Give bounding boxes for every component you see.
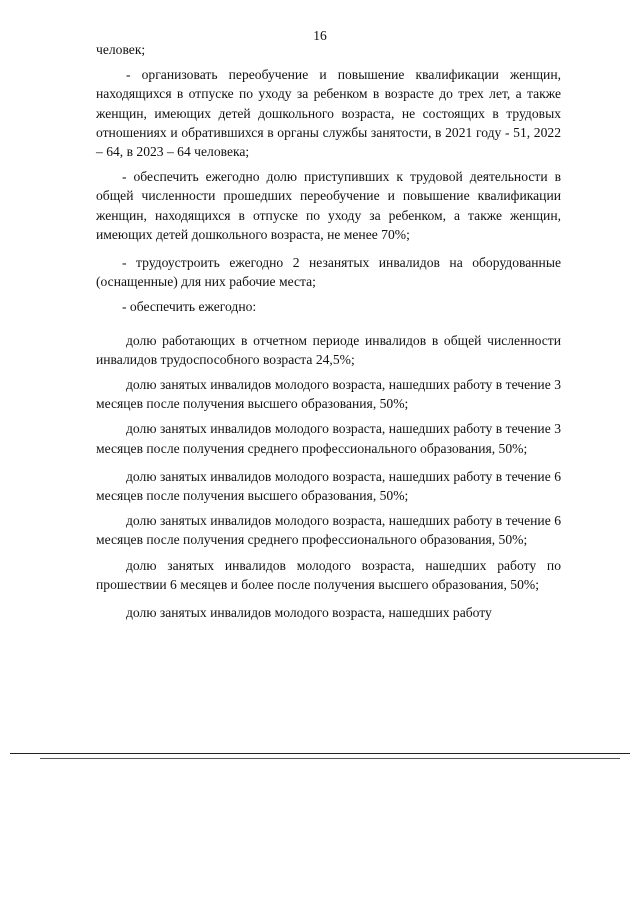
paragraph-employment-share: - обеспечить ежегодно долю приступивших к трудовой деятельности в общей численности прошедших переобучение и повышение квалификации женщин, находящихся в отпуске по уходу за ребенком, а также женщин, имеющих детей дошкольного возраста, не менее 70%; (96, 169, 561, 242)
paragraph-continues-next-page: долю занятых инвалидов молодого возраста, нашедших работу (126, 605, 492, 621)
paragraph-employ-disabled: - трудоустроить ежегодно 2 незанятых инвалидов на оборудованные (оснащенные) для них рабочие места; (96, 255, 561, 290)
paragraph-vocational-6-months: долю занятых инвалидов молодого возраста, нашедших работу в течение 6 месяцев после получения среднего профессионального образования, 50%; (96, 513, 561, 548)
paragraph-higher-edu-after-6-months: долю занятых инвалидов молодого возраста, нашедших работу по прошествии 6 месяцев и более после получения высшего образования, 50%; (96, 557, 561, 592)
paragraph-working-disabled-share: долю работающих в отчетном периоде инвалидов в общей численности инвалидов трудоспособного возраста 24,5%; (96, 332, 561, 367)
paragraph-ensure-annually: - обеспечить ежегодно: (122, 299, 257, 315)
paragraph-retraining-women: - организовать переобучение и повышение квалификации женщин, находящихся в отпуске по уходу за ребенком в возрасте до трех лет, а также женщин, имеющих детей дошкольного возраста, не состоящих в трудовых отношениях и обратившихся в органы службы занятости, в 2021 году - 51, 2022 – 64, в 2023 – 64 человека; (96, 67, 561, 160)
paragraph-continuation: человек; (96, 42, 146, 57)
paragraph-higher-edu-6-months: долю занятых инвалидов молодого возраста, нашедших работу в течение 6 месяцев после получения высшего образования, 50%; (96, 468, 561, 504)
footer-divider-secondary (40, 758, 620, 759)
page-number: 16 (313, 28, 327, 43)
document-body (96, 40, 561, 622)
paragraph-vocational-3-months: долю занятых инвалидов молодого возраста, нашедших работу в течение 3 месяцев после получения среднего профессионального образования, 50%; (96, 421, 561, 456)
footer-divider (10, 753, 630, 754)
paragraph-higher-edu-3-months: долю занятых инвалидов молодого возраста, нашедших работу в течение 3 месяцев после получения высшего образования, 50%; (96, 377, 561, 412)
